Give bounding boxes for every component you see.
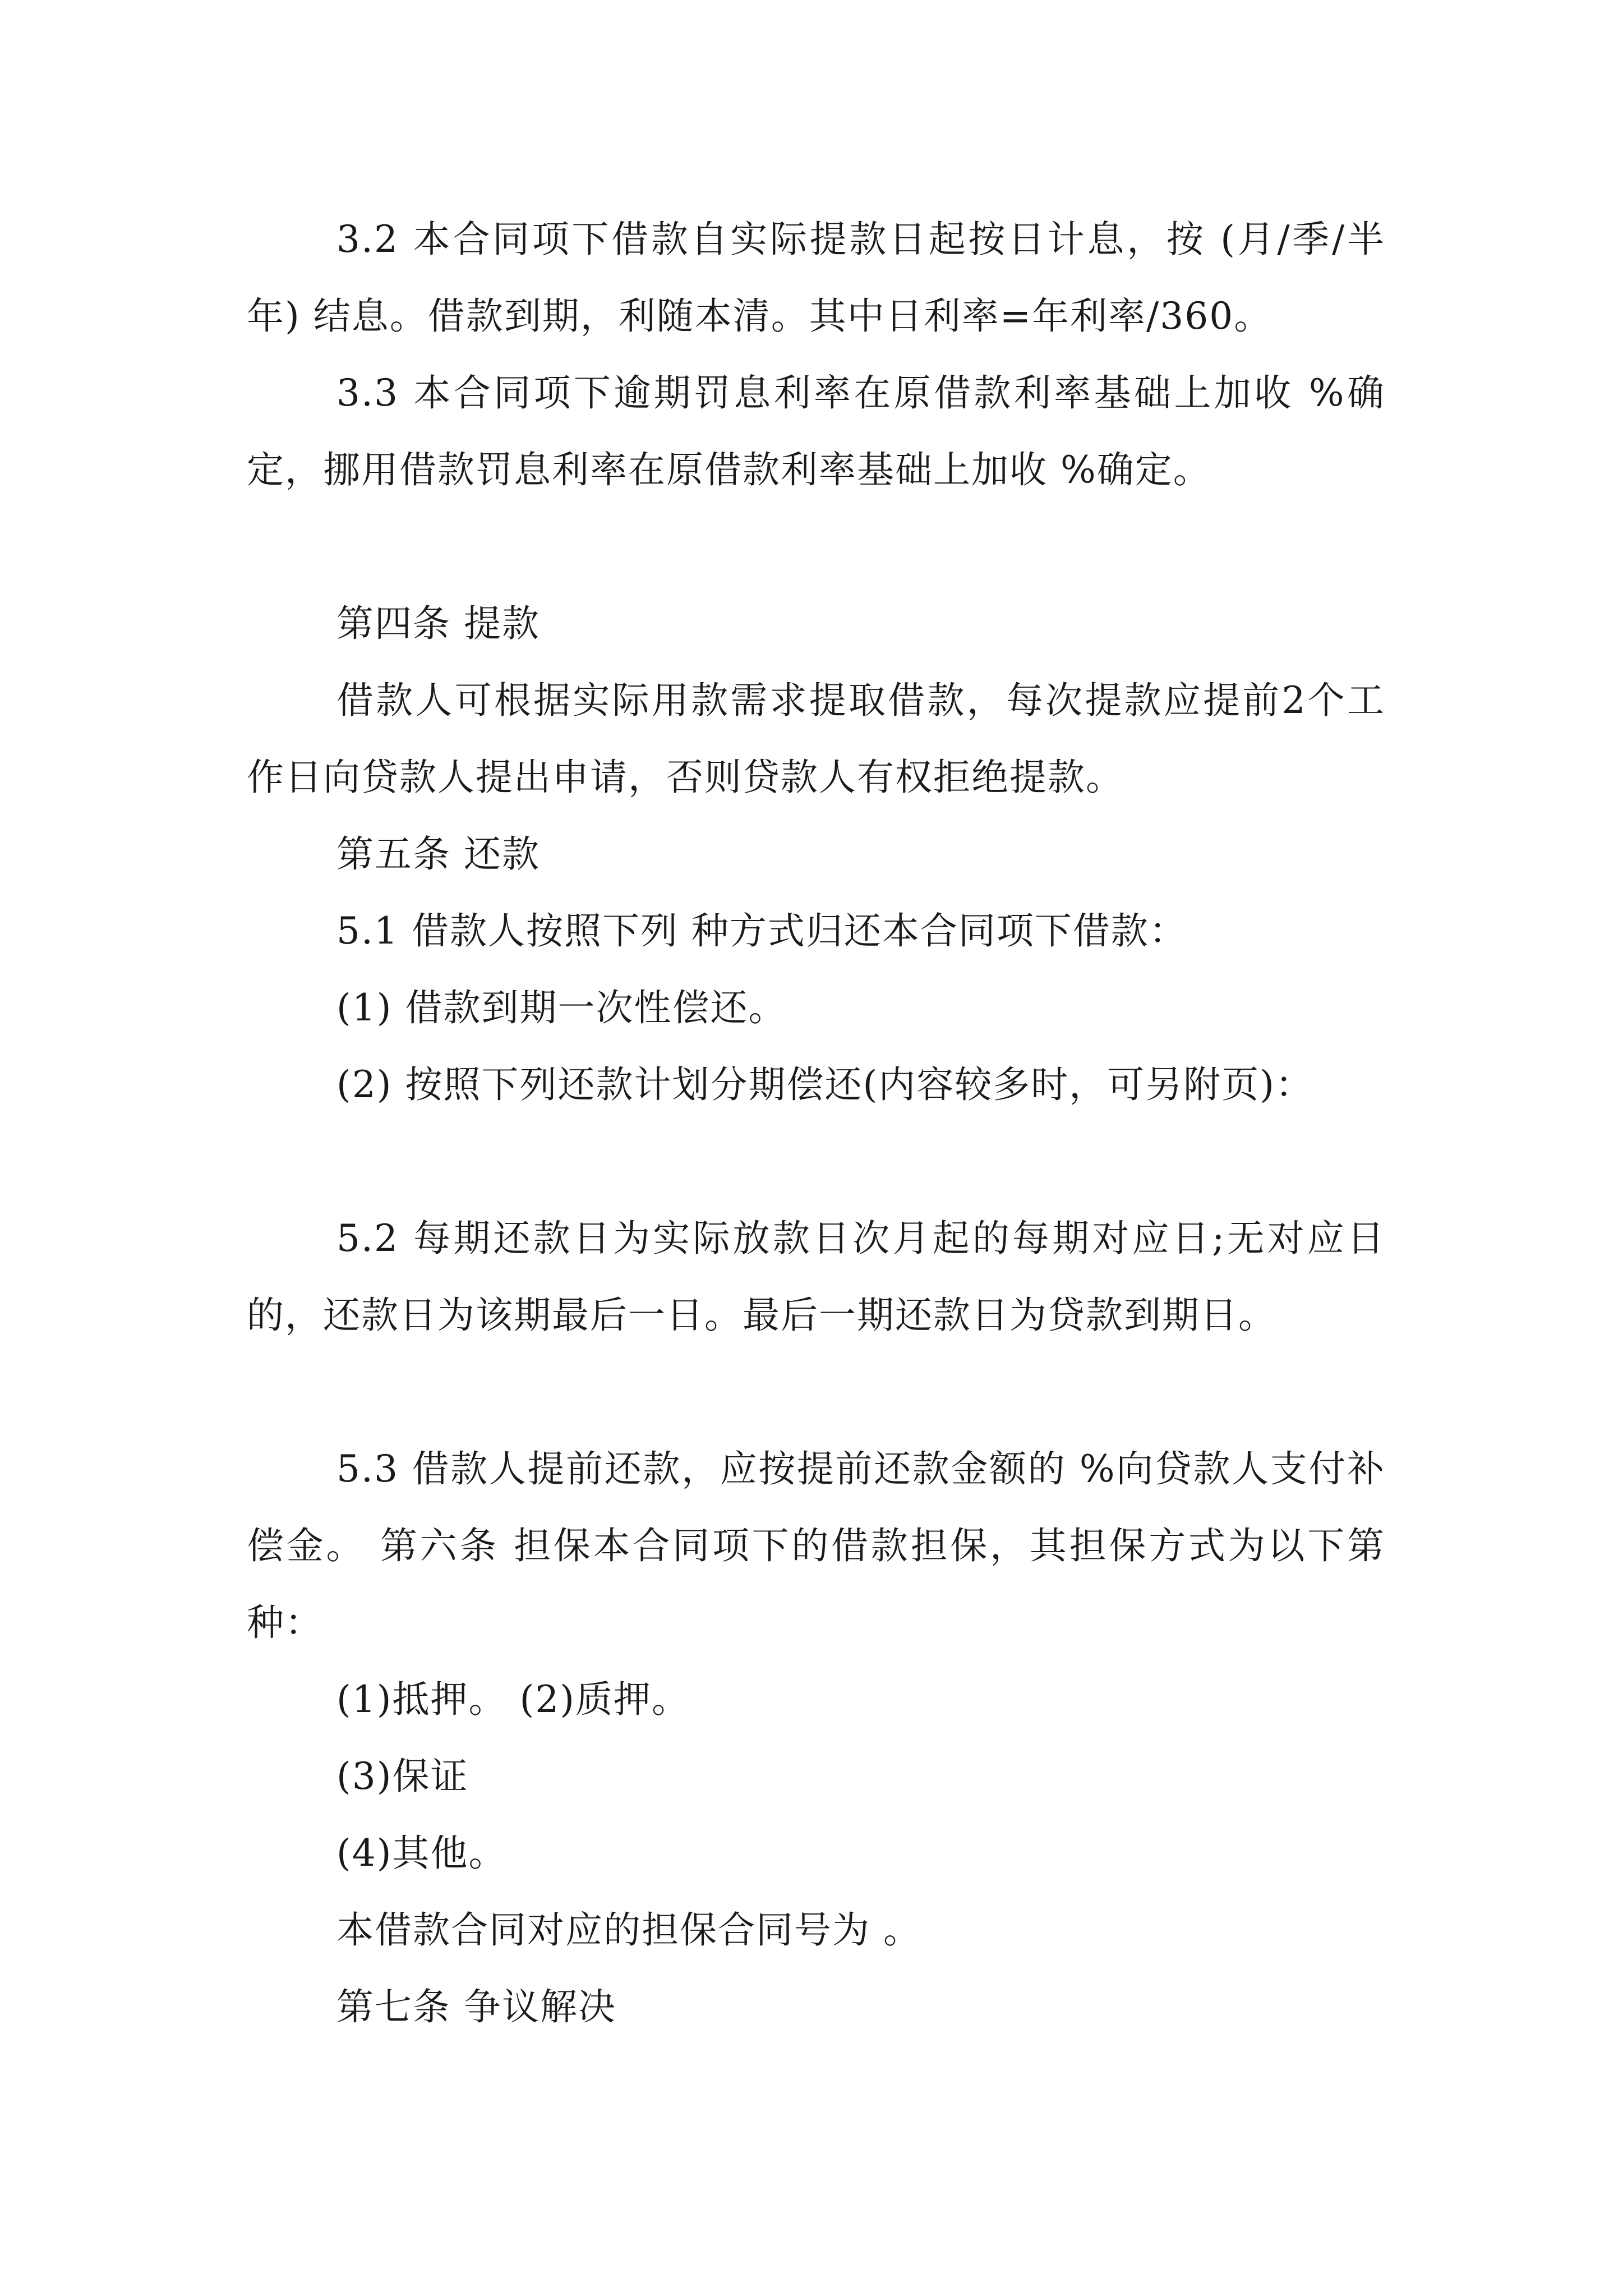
heading-article-5: 第五条 还款 xyxy=(336,832,540,876)
paragraph-drawdown: 借款人可根据实际用款需求提取借款，每次提款应提前2个工作日向贷款人提出申请，否则贷款人有权拒绝提款。 xyxy=(247,679,1385,799)
paragraph-5-3-prepayment: 5.3 借款人提前还款，应按提前还款金额的 %向贷款人支付补偿金。 第六条 担保本合同项下的借款担保，其担保方式为以下第 种： xyxy=(247,1447,1385,1644)
list-item-other: (4)其他。 xyxy=(336,1832,507,1875)
paragraph-5-1-repayment-methods: 5.1 借款人按照下列 种方式归还本合同项下借款： xyxy=(336,909,1187,953)
paragraph-3-3-penalty-rate: 3.3 本合同项下逾期罚息利率在原借款利率基础上加收 %确定，挪用借款罚息利率在原借款利率基础上加收 %确定。 xyxy=(247,371,1385,491)
list-item-2-installments: (2) 按照下列还款计划分期偿还(内容较多时，可另附页)： xyxy=(336,1063,1313,1106)
list-item-guarantee: (3)保证 xyxy=(336,1755,469,1798)
heading-article-4: 第四条 提款 xyxy=(336,602,540,645)
paragraph-guarantee-contract-no: 本借款合同对应的担保合同号为 。 xyxy=(336,1908,921,1952)
heading-article-7: 第七条 争议解决 xyxy=(336,1985,616,2028)
list-item-mortgage-pledge: (1)抵押。 (2)质押。 xyxy=(336,1678,690,1721)
paragraph-3-2-interest: 3.2 本合同项下借款自实际提款日起按日计息，按 (月/季/半年) 结息。借款到期，利随本清。其中日利率=年利率/360。 xyxy=(247,218,1385,338)
list-item-1-lump-sum: (1) 借款到期一次性偿还。 xyxy=(336,986,787,1029)
paragraph-5-2-repayment-date: 5.2 每期还款日为实际放款日次月起的每期对应日;无对应日的，还款日为该期最后一日。最后一期还款日为贷款到期日。 xyxy=(247,1217,1385,1337)
